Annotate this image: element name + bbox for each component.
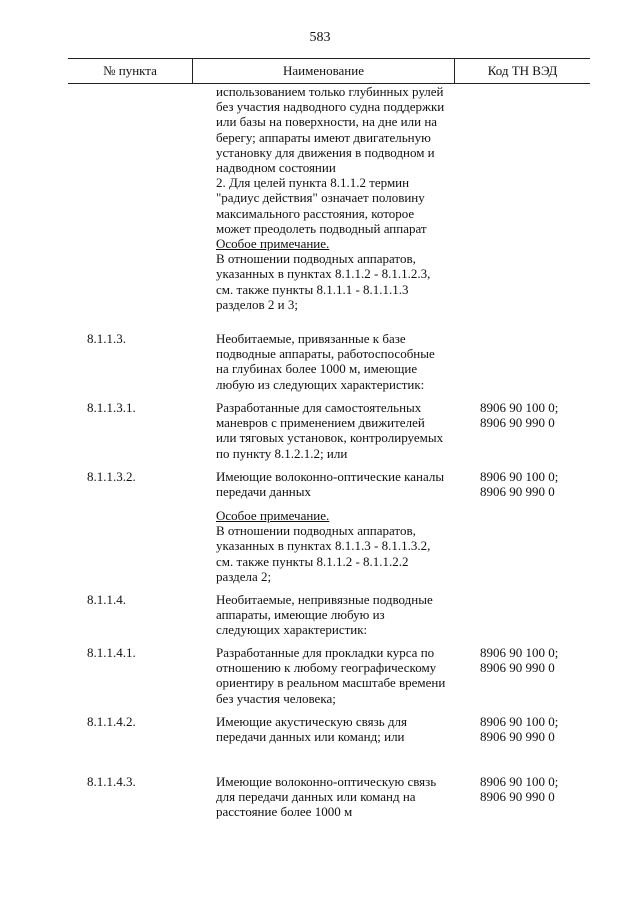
item-number: 8.1.1.4.3. <box>87 774 136 789</box>
item-code <box>480 714 590 744</box>
text-line: см. также пункты 8.1.1.1 - 8.1.1.1.3 <box>216 281 409 297</box>
text-line: расстояние более 1000 м <box>216 804 353 820</box>
item-number: 8.1.1.4.2. <box>87 714 136 729</box>
item-name <box>216 645 472 706</box>
text-line: аппараты, имеющие любую из <box>216 607 385 623</box>
text-line: Разработанные для прокладки курса по <box>216 645 435 660</box>
text-line: максимального расстояния, которое <box>216 205 415 221</box>
text-line: передачи данных <box>216 484 311 500</box>
text-line: разделов 2 и 3; <box>216 296 298 312</box>
item-code <box>480 774 590 804</box>
text-line: для передачи данных или команд на <box>216 789 416 805</box>
note-title: Особое примечание. <box>216 236 330 252</box>
item-name <box>216 714 472 744</box>
text-line: установку для движения в подводном и <box>216 144 435 160</box>
text-line: берегу; аппараты имеют двигательную <box>216 129 431 145</box>
text-line: на глубинах более 1000 м, имеющие <box>216 361 418 377</box>
text-line: "радиус действия" означает половину <box>216 190 425 206</box>
note-title: Особое примечание. <box>216 508 330 523</box>
item-name <box>216 469 472 499</box>
text-line: передачи данных или команд; или <box>216 729 405 745</box>
item-note <box>216 508 472 584</box>
text-line: 2. Для целей пункта 8.1.1.2 термин <box>216 175 410 191</box>
text-line: по пункту 8.1.2.1.2; или <box>216 445 348 461</box>
text-line: использованием только глубинных рулей <box>216 84 444 99</box>
item-name <box>216 331 472 392</box>
item-name <box>216 400 472 461</box>
item-number: 8.1.1.3.1. <box>87 400 136 415</box>
header-num: № пункта <box>103 63 157 78</box>
item-name <box>216 774 472 820</box>
continuation-text <box>216 84 472 312</box>
text-line: Имеющие акустическую связь для <box>216 714 408 729</box>
code-line: 8906 90 100 0; <box>480 469 559 484</box>
header-top-rule <box>68 58 590 59</box>
item-name <box>216 592 472 638</box>
item-code <box>480 400 590 430</box>
text-line: Необитаемые, привязанные к базе <box>216 331 406 346</box>
code-line: 8906 90 990 0 <box>480 660 555 676</box>
item-code <box>480 469 590 499</box>
code-line: 8906 90 100 0; <box>480 400 559 415</box>
text-line: или тяговых установок, контролируемых <box>216 430 444 446</box>
text-line: подводные аппараты, работоспособные <box>216 346 435 362</box>
text-line: без участия человека; <box>216 690 336 706</box>
text-line: В отношении подводных аппаратов, <box>216 523 416 539</box>
item-number: 8.1.1.3. <box>87 331 126 346</box>
text-line: или базы на поверхности, на дне или на <box>216 114 438 130</box>
text-line: В отношении подводных аппаратов, <box>216 251 416 267</box>
text-line: надводном состоянии <box>216 160 336 176</box>
text-line: указанных в пунктах 8.1.1.3 - 8.1.1.3.2, <box>216 538 431 554</box>
text-line: см. также пункты 8.1.1.2 - 8.1.1.2.2 <box>216 553 409 569</box>
text-line: Разработанные для самостоятельных <box>216 400 422 415</box>
text-line: указанных в пунктах 8.1.1.2 - 8.1.1.2.3, <box>216 266 431 282</box>
header-name: Наименование <box>283 63 364 78</box>
text-line: ориентиру в реальном масштабе времени <box>216 675 446 691</box>
text-line: Необитаемые, непривязные подводные <box>216 592 433 607</box>
code-line: 8906 90 990 0 <box>480 415 555 431</box>
item-code <box>480 645 590 675</box>
code-line: 8906 90 100 0; <box>480 774 559 789</box>
text-line: может преодолеть подводный аппарат <box>216 220 427 236</box>
code-line: 8906 90 100 0; <box>480 714 559 729</box>
header-code: Код ТН ВЭД <box>487 63 558 78</box>
code-line: 8906 90 990 0 <box>480 789 555 805</box>
text-line: раздела 2; <box>216 568 272 584</box>
text-line: без участия надводного судна поддержки <box>216 99 445 115</box>
text-line: Имеющие волоконно-оптические каналы <box>216 469 445 484</box>
text-line: следующих характеристик: <box>216 622 368 638</box>
page-number: 583 <box>309 30 331 45</box>
code-line: 8906 90 990 0 <box>480 484 555 500</box>
text-line: Имеющие волоконно-оптическую связь <box>216 774 437 789</box>
text-line: любую из следующих характеристик: <box>216 376 425 392</box>
text-line: маневров с применением движителей <box>216 415 425 431</box>
item-number: 8.1.1.4. <box>87 592 126 607</box>
item-number: 8.1.1.3.2. <box>87 469 136 484</box>
code-line: 8906 90 100 0; <box>480 645 559 660</box>
item-number: 8.1.1.4.1. <box>87 645 136 660</box>
text-line: отношению к любому географическому <box>216 660 437 676</box>
table-header <box>68 58 590 84</box>
code-line: 8906 90 990 0 <box>480 729 555 745</box>
